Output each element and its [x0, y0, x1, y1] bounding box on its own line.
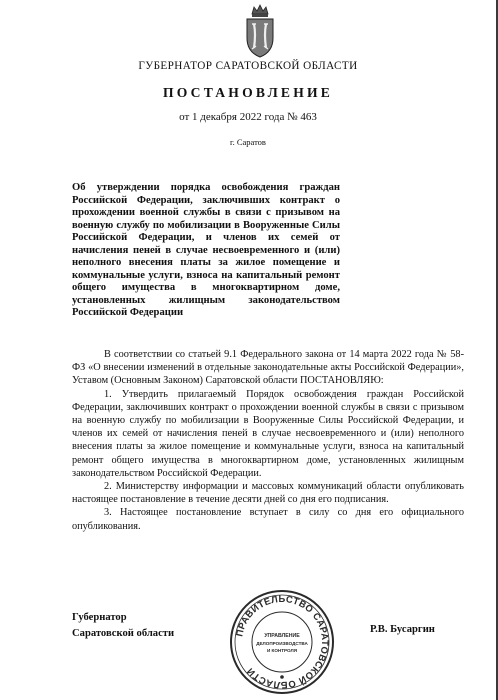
item-paragraph-2: 2. Министерству информации и массовых коммуникаций области опубликовать настоящее постановление в течение десяти дней со дня его подписания.: [72, 481, 464, 506]
signatory-position-line2: Саратовской области: [72, 628, 175, 639]
seal-center-line2: ДЕЛОПРОИЗВОДСТВА: [256, 641, 308, 646]
signatory-position-line1: Губернатор: [72, 612, 127, 623]
seal-star-icon: [280, 675, 284, 679]
seal-ring-text: ПРАВИТЕЛЬСТВО САРАТОВСКОЙ ОБЛАСТИ: [233, 592, 332, 692]
coat-of-arms-icon: [242, 4, 278, 58]
document-title: Об утверждении порядка освобождения граждан Российской Федерации, заключивших контракт о прохождении военной службы в связи с призывом на военную службу по мобилизации в Вооруженные Силы Российской Федерации, и членов их семей от начисления пеней в случае несвоевременного и (или) неполного внесения платы за жилое помещение и коммунальные услуги, взноса на капитальный ремонт общего имущества в многоквартирном доме, установленных жилищным законодательством Российской Федерации: [72, 182, 340, 318]
document-date-number: от 1 декабря 2022 года № 463: [179, 111, 317, 123]
signatory-name: Р.В. Бусаргин: [370, 624, 435, 635]
seal-center-line3: И КОНТРОЛЯ: [266, 648, 298, 653]
document-body: [72, 348, 464, 533]
document-city: г. Саратов: [230, 137, 266, 147]
item-paragraph-3: 3. Настоящее постановление вступает в силу со дня его официального опубликования.: [72, 507, 464, 532]
item-paragraph-1: 1. Утвердить прилагаемый Порядок освобождения граждан Российской Федерации, заключивших контракт о прохождении военной службы в связи с призывом на военную службу по мобилизации в Вооруженные Силы Российской Федерации, и членов их семей от начисления пеней в случае несвоевременного и (или) неполного внесения платы за жилое помещение и коммунальные услуги, взноса на капитальный ремонт общего имущества в многоквартирном доме, установленных жилищным законодательством Российской Федерации.: [72, 388, 464, 479]
issuing-authority: ГУБЕРНАТОР САРАТОВСКОЙ ОБЛАСТИ: [138, 60, 358, 72]
document-type-heading: ПОСТАНОВЛЕНИЕ: [162, 85, 334, 100]
preamble-paragraph: В соответствии со статьей 9.1 Федерального закона от 14 марта 2022 года № 58-ФЗ «О внесении изменений в отдельные законодательные акты Российской Федерации», Уставом (Основным Законом) Саратовской области ПОСТАНОВЛЯЮ:: [72, 349, 464, 387]
signatory-position: [72, 610, 174, 642]
seal-center-line1: УПРАВЛЕНИЕ: [264, 633, 300, 639]
official-seal-stamp: [228, 588, 336, 696]
